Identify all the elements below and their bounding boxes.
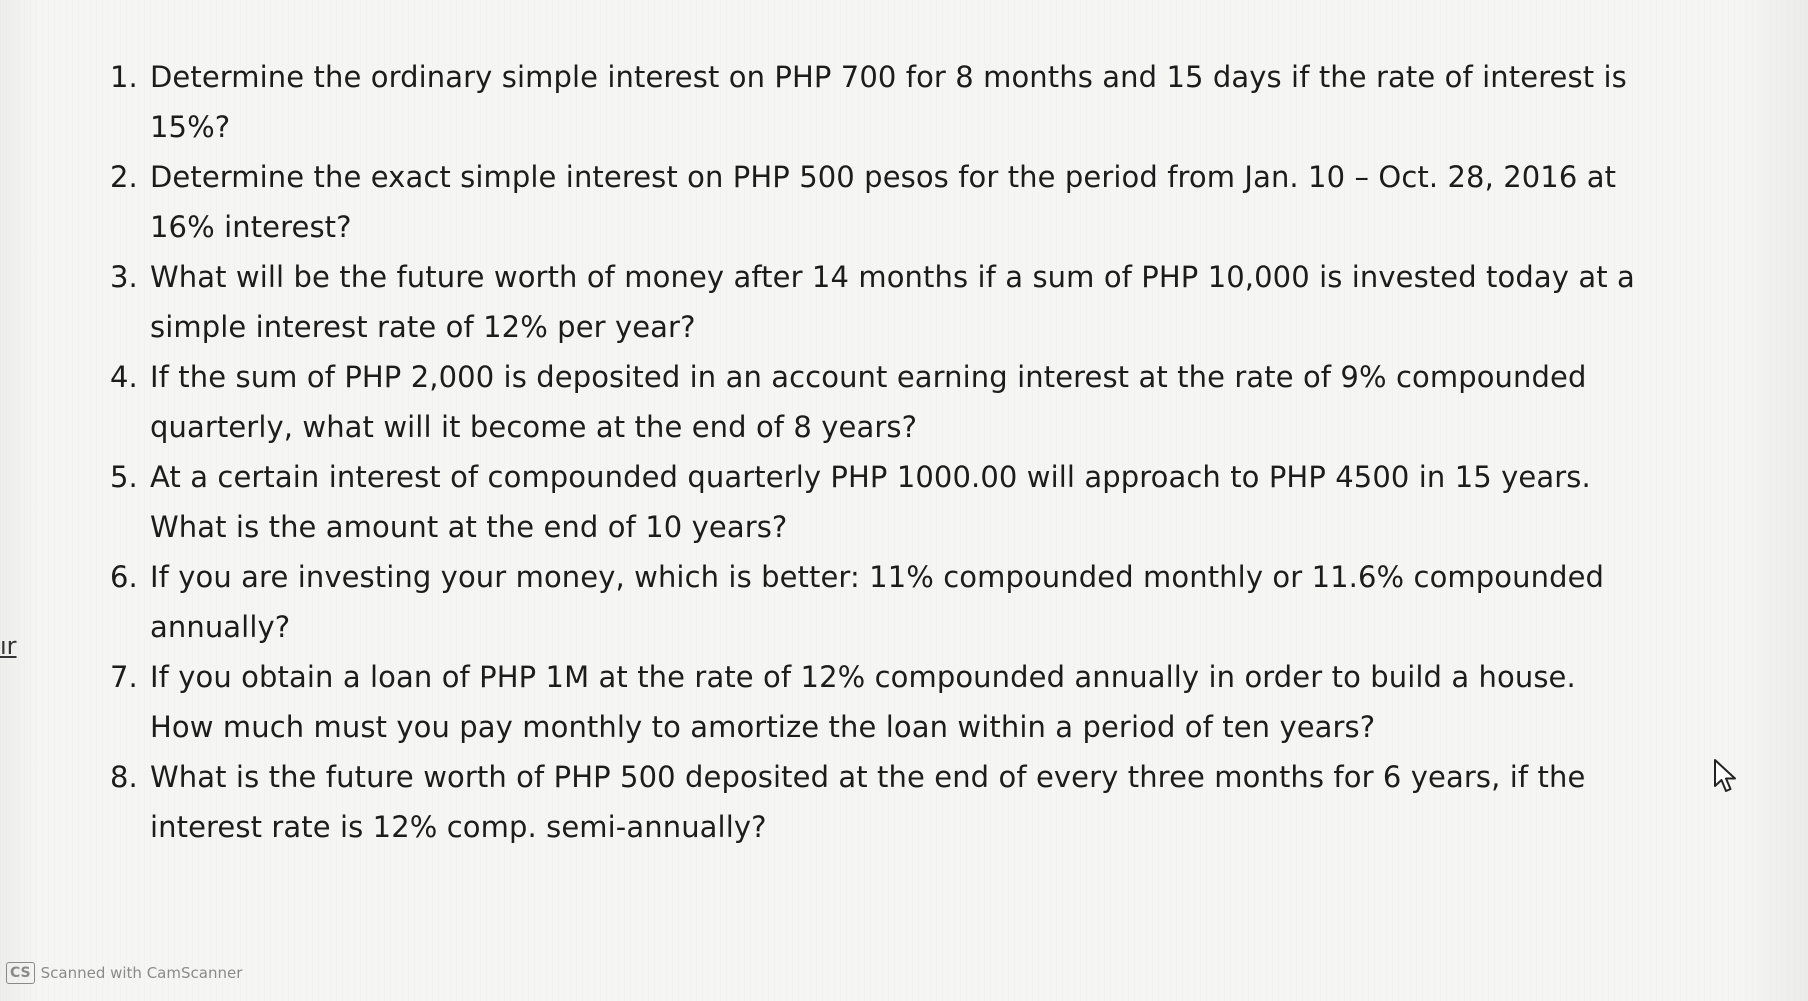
problem-text-line: What is the amount at the end of 10 years? xyxy=(150,510,788,544)
problem-text-line: How much must you pay monthly to amortize the loan within a period of ten years? xyxy=(150,710,1376,744)
problem-item-6 xyxy=(110,552,1670,652)
problem-text-line: quarterly, what will it become at the end of 8 years? xyxy=(150,410,918,444)
problem-number: 2. xyxy=(110,160,138,194)
problem-number: 4. xyxy=(110,360,138,394)
problem-number: 8. xyxy=(110,760,138,794)
problem-number: 6. xyxy=(110,560,138,594)
camscanner-watermark xyxy=(6,962,242,984)
camscanner-logo: CS xyxy=(6,962,35,984)
problem-item-4 xyxy=(110,352,1670,452)
problem-list xyxy=(110,52,1670,852)
camscanner-text: Scanned with CamScanner xyxy=(40,964,243,982)
problem-number: 5. xyxy=(110,460,138,494)
problem-number: 3. xyxy=(110,260,138,294)
problem-item-8 xyxy=(110,752,1670,852)
problem-text-line: 16% interest? xyxy=(150,210,352,244)
problem-item-3 xyxy=(110,252,1670,352)
problem-text-line: 15%? xyxy=(150,110,231,144)
problem-text-line: simple interest rate of 12% per year? xyxy=(150,310,696,344)
problem-text-line: annually? xyxy=(150,610,291,644)
problem-item-5 xyxy=(110,452,1670,552)
problem-number: 7. xyxy=(110,660,138,694)
problem-text-line: If you are investing your money, which is better: 11% compounded monthly or 11.6% compounded xyxy=(150,560,1605,594)
problem-item-7 xyxy=(110,652,1670,752)
problem-item-1 xyxy=(110,52,1670,152)
problem-text-line: Determine the exact simple interest on PHP 500 pesos for the period from Jan. 10 – Oct. 28, 2016 at xyxy=(150,160,1617,194)
problem-item-2 xyxy=(110,152,1670,252)
problem-text-line: If you obtain a loan of PHP 1M at the rate of 12% compounded annually in order to build a house. xyxy=(150,660,1576,694)
problem-text-line: interest rate is 12% comp. semi-annually? xyxy=(150,810,767,844)
problem-number: 1. xyxy=(110,60,138,94)
problem-text-line: What will be the future worth of money after 14 months if a sum of PHP 10,000 is invested today at a xyxy=(150,260,1635,294)
margin-mark: ır xyxy=(0,632,17,660)
problem-text-line: If the sum of PHP 2,000 is deposited in an account earning interest at the rate of 9% compounded xyxy=(150,360,1587,394)
problem-text-line: Determine the ordinary simple interest on PHP 700 for 8 months and 15 days if the rate of interest is xyxy=(150,60,1627,94)
mouse-pointer-icon xyxy=(1712,758,1742,794)
problem-text-line: At a certain interest of compounded quarterly PHP 1000.00 will approach to PHP 4500 in 15 years. xyxy=(150,460,1591,494)
problem-text-line: What is the future worth of PHP 500 deposited at the end of every three months for 6 years, if the xyxy=(150,760,1586,794)
